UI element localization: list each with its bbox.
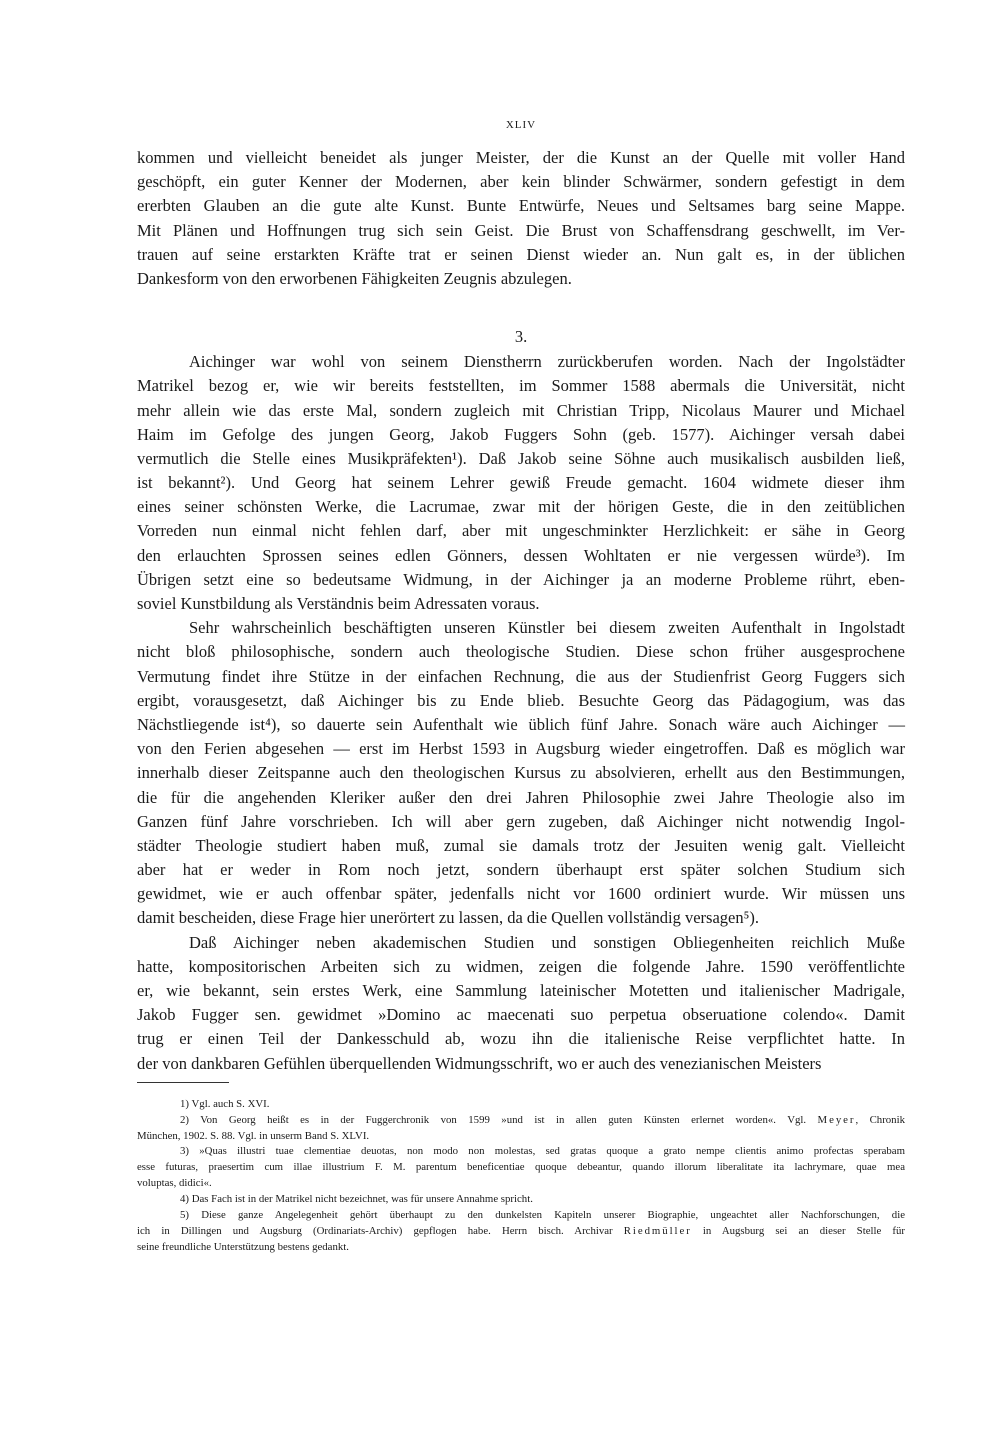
- text-block: [137, 146, 905, 1256]
- text-line: geschöpft, ein guter Kenner der Modernen, aber kein blinder Schwärmer, sondern gefestigt in dem: [137, 172, 905, 192]
- paragraph: [137, 616, 905, 930]
- text-line: vermutlich die Stelle eines Musikpräfekten¹). Daß Jakob seine Söhne auch musikalisch ausbilden ließ,: [137, 448, 905, 468]
- text-line: Daß Aichinger neben akademischen Studien und sonstigen Obliegenheiten reichlich Muße: [189, 932, 905, 952]
- footnote-line: [137, 1113, 905, 1129]
- text-line: mehr allein wie das erste Mal, sondern zugleich mit Christian Tripp, Nicolaus Maurer und Michael: [137, 400, 905, 420]
- text-line: nicht bloß philosophische, sondern auch theologische Studien. Diese schon früher ausgesprochene: [137, 642, 905, 662]
- footnote-separator: [137, 1082, 229, 1083]
- text-line: damit bescheiden, diese Frage hier unerörtert zu lassen, da die Quellen vollständig versagen⁵).: [137, 908, 759, 928]
- text-line: Vermutung findet ihre Stütze in der einfachen Rechnung, die aus der Studienfrist Georg Fuggers sich: [137, 666, 905, 686]
- footnote: [137, 1208, 905, 1256]
- footnote: [137, 1097, 905, 1113]
- footnote-line: München, 1902. S. 88. Vgl. in unserm Band S. XLVI.: [137, 1129, 370, 1142]
- section-number: 3.: [514, 327, 528, 347]
- text-line: von den Ferien abgesehen — erst im Herbst 1593 in Augsburg wieder eingetroffen. Daß es möglich war: [137, 739, 905, 759]
- text-line: hatte, kompositorischen Arbeiten sich zu widmen, zeigen die folgende Jahre. 1590 veröffentlichte: [137, 956, 905, 976]
- spaced-name: Meyer: [817, 1113, 856, 1126]
- footnote: [137, 1144, 905, 1192]
- footnote-line: 5) Diese ganze Angelegenheit gehört überhaupt zu den dunkelsten Kapiteln unserer Biographie, ungeachtet aller Nachforschungen, die: [180, 1208, 905, 1221]
- text-line: Aichinger war wohl von seinem Dienstherrn zurückberufen worden. Nach der Ingolstädter: [189, 352, 905, 372]
- text-line: Vorreden nun einmal nicht fehlen darf, aber mit ungeschminkter Herzlichkeit: er sähe in Georg: [137, 521, 905, 541]
- text-line: Mit Plänen und Hoffnungen trug sich sein Geist. Die Brust von Schaffensdrang geschwellt, im Ver-: [137, 220, 905, 240]
- footnote-line: 1) Vgl. auch S. XVI.: [180, 1097, 270, 1110]
- section-body: [137, 350, 905, 1076]
- text-line: ererbten Glauben an die gute alte Kunst. Bunte Entwürfe, Neues und Seltsames barg seine Mappe.: [137, 196, 905, 216]
- text-line: aber hat er weder in Rom noch jetzt, sondern überhaupt erst später solchen Studium sich: [137, 860, 905, 880]
- text-line: innerhalb dieser Zeitspanne auch den theologischen Kursus zu absolvieren, erhellt aus den Bestimmungen,: [137, 763, 905, 783]
- footnote-line: esse futuras, praesertim cum illae illustrium F. M. parentum beneficentiae quoque debeantur, quando illorum liberalitate ita lachrymare, quae mea: [137, 1161, 905, 1174]
- text-line: trug er einen Teil der Dankesschuld ab, wozu ihn die italienische Reise verpflichtet hatte. In: [137, 1029, 905, 1049]
- text-line: Dankesform von den erworbenen Fähigkeiten Zeugnis abzulegen.: [137, 268, 572, 288]
- text-line: Ganzen fünf Jahre vorschrieben. Ich will aber gern zugeben, daß Aichinger nicht notwendig Ingol-: [137, 811, 905, 831]
- footnote: [137, 1113, 905, 1145]
- text-line: kommen und vielleicht beneidet als junger Meister, der die Kunst an der Quelle mit voller Hand: [137, 148, 905, 167]
- text-line: er, wie bekannt, sein erstes Werk, eine Sammlung lateinischer Motetten und italienischer Madrigale,: [137, 981, 905, 1000]
- text-line: ist bekannt²). Und Georg hat seinem Lehrer gewiß Freude gemacht. 1604 widmete dieser ihm: [137, 473, 905, 493]
- footnote-line: 4) Das Fach ist in der Matrikel nicht bezeichnet, was für unsere Annahme spricht.: [180, 1193, 533, 1206]
- text-line: Übrigen setzt eine so bedeutsame Widmung, in der Aichinger ja an moderne Probleme rührt, eben-: [137, 569, 905, 589]
- text-line: städter Theologie studiert haben muß, zumal sie damals trotz der Jesuiten wenig galt. Vielleicht: [137, 835, 905, 855]
- text-line: Matrikel bezog er, wie wir bereits feststellten, im Sommer 1588 abermals die Universität, nicht: [137, 376, 905, 396]
- text-line: trauen auf seine erstarkten Kräfte trat er seinen Dienst wieder an. Nun galt es, in der üblichen: [137, 244, 905, 264]
- footnotes: [137, 1097, 905, 1256]
- footnote-line: seine freundliche Unterstützung bestens gedankt.: [137, 1240, 349, 1253]
- text-line: gewidmet, wie er auch offenbar später, jedenfalls nicht vor 1600 ordiniert wurde. Wir müssen uns: [137, 884, 905, 904]
- text-line: soviel Kunstbildung als Verständnis beim Adressaten voraus.: [137, 594, 540, 613]
- text-line: Jakob Fugger sen. gewidmet »Domino ac maecenati suo perpetua obseruatione colendo«. Damit: [137, 1005, 905, 1025]
- text-segment: 2) Von Georg heißt es in der Fuggerchronik von 1599 »und ist in allen guten Künsten erlernet worden«. Vgl.: [180, 1113, 818, 1126]
- text-segment: in Augsburg sei an dieser Stelle für: [691, 1224, 905, 1237]
- intro-paragraph: [137, 146, 905, 291]
- text-line: ergibt, vorausgesetzt, daß Aichinger bis zu Ende blieb. Besuchte Georg das Pädagogium, was das: [137, 690, 905, 710]
- text-line: der von dankbaren Gefühlen überquellenden Widmungsschrift, wo er auch des venezianischen Meisters: [137, 1053, 822, 1073]
- text-line: eines seiner schönsten Werke, die Lacrumae, zwar mit der hörigen Geste, die in den zeitüblichen: [137, 497, 905, 517]
- text-line: Nächstliegende ist⁴), so dauerte sein Aufenthalt wie üblich fünf Jahre. Sonach wäre auch Aichinger —: [137, 714, 905, 734]
- spaced-name: Riedmüller: [623, 1224, 692, 1237]
- text-line: die für die angehenden Kleriker außer den drei Jahren Philosophie zwei Jahre Theologie also im: [137, 787, 905, 807]
- page-number: XLIV: [505, 119, 537, 131]
- footnote-line: voluptas, didici«.: [137, 1177, 212, 1190]
- text-segment: , Chronik: [855, 1113, 905, 1126]
- text-segment: ich in Dillingen und Augsburg (Ordinariats-Archiv) gepflogen habe. Herrn bisch. Archivar: [137, 1224, 624, 1237]
- text-line: den erlauchten Sprossen seines edlen Gönners, dessen Wohltaten er nie vergessen würde³). Im: [137, 545, 905, 565]
- paragraph: [137, 350, 905, 616]
- footnote-line: 3) »Quas illustri tuae clementiae deuotas, non modo non molestas, sed gratas quoque a grato nempe clientis animo profectas sperabam: [180, 1145, 905, 1158]
- text-line: Sehr wahrscheinlich beschäftigten unseren Künstler bei diesem zweiten Aufenthalt in Ingolstadt: [189, 618, 905, 638]
- text-line: Haim im Gefolge des jungen Georg, Jakob Fuggers Sohn (geb. 1577). Aichinger versah dabei: [137, 424, 905, 444]
- footnote: [137, 1192, 905, 1208]
- footnote-line: [137, 1224, 905, 1240]
- paragraph: [137, 931, 905, 1076]
